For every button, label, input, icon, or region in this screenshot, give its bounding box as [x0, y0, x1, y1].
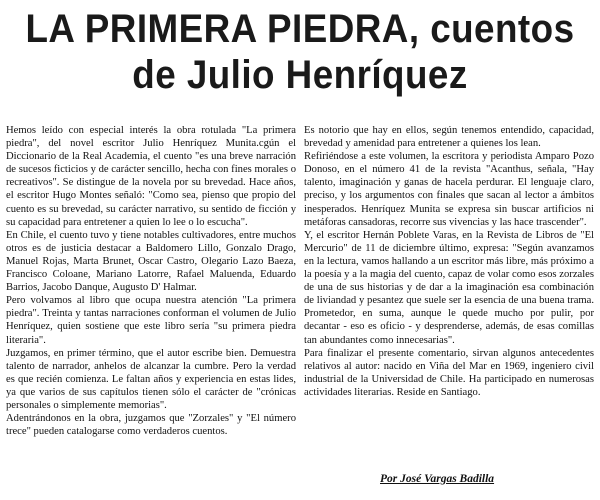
author-byline: Por José Vargas Badilla	[380, 473, 495, 485]
paragraph: Juzgamos, en primer término, que el autor escribe bien. Demuestra talento de narrador, anhelos de alcanzar la cumbre. Pero la verdad es que recién comienza. Le faltan años y experiencia en estas lides, ya que varios de sus capítulos tienen sólo el carácter de "crónicas personales o simplemente memorias".	[6, 347, 296, 411]
paragraph: Adentrándonos en la obra, juzgamos que "Zorzales" y "El número trece" pueden catalogarse como verdaderos cuentos.	[6, 413, 296, 438]
paragraph: Es notorio que hay en ellos, según tenemos entendido, capacidad, brevedad y amenidad para entretener a quienes los lean.	[304, 125, 594, 150]
paragraph: Refiriéndose a este volumen, la escritora y periodista Amparo Pozo Donoso, en el número 41 de la revista "Acanthus, señala, "Hay talento, imaginación y ganas de hacela perdurar. El lenguaje claro, preciso, y los argumentos con finales que sacan al lector a ámbitos inesperados. Henríquez Munita se expresa sin buscar artificios ni metáforas cansadoras, recorre sus vivencias y las hace trascender".	[304, 151, 594, 228]
left-column	[6, 124, 296, 438]
right-column	[304, 124, 594, 399]
paragraph: Hemos leído con especial interés la obra rotulada "La primera piedra", del novel escritor Julio Henríquez Munita.cgún el Diccionario de la Real Academia, el cuento "es una breve narración de sucesos ficticios y de carácter sencillo, hecha con fines morales o recreativos". Se distingue de la novela por su brevedad. Hace años, el escritor Hugo Montes señaló: "Como sea, pienso que propio del cuento es su brevedad, su carácter narrativo, su sentido de ficción y su capacidad para entretener a quien lo lee o lo escucha".	[6, 125, 296, 228]
headline-line-1: LA PRIMERA PIEDRA, cuentos	[25, 7, 575, 51]
paragraph: Y, el escritor Hernán Poblete Varas, en la Revista de Libros de "El Mercurio" de 11 de diciembre último, expresa: "Según avanzamos en la lectura, vamos hallando a un escritor más libre, más próximo a la poesía y a la magia del cuento, capaz de volar como esos zorzales de una de sus historias y de dar a la imaginación esa combinación de liviandad y pesantez que suele ser la esencia de una buena trama. Prometedor, en suma, aunque le quede mucho por pulir, por decantar - eso es oficio - y desprenderse, además, de esas comillas tan abundantes como innecesarias".	[304, 229, 594, 346]
headline-line-2: de Julio Henríquez	[132, 53, 468, 97]
paragraph: Pero volvamos al libro que ocupa nuestra atención "La primera piedra". Treinta y tantas narraciones conforman el volumen de Julio Henríquez, quien sostiene que este libro sería "su primera piedra literaria".	[6, 295, 296, 346]
article-headline	[24, 6, 576, 98]
paragraph: Para finalizar el presente comentario, sirvan algunos antecedentes relativos al autor: nacido en Viña del Mar en 1969, ingeniero civil industrial de la Universidad de Chile. Ha participado en numerosas actividades literarias. Reside en Santiago.	[304, 347, 594, 398]
paragraph: En Chile, el cuento tuvo y tiene notables cultivadores, entre muchos otros es de justicia destacar a Baldomero Lillo, Gonzalo Drago, Manuel Rojas, Marta Brunet, Oscar Castro, Olegario Lazo Baeza, Francisco Coloane, Mariano Latorre, Rafael Maluenda, Eduardo Barrios, Jacobo Danque, Augusto D' Halmar.	[6, 229, 296, 294]
